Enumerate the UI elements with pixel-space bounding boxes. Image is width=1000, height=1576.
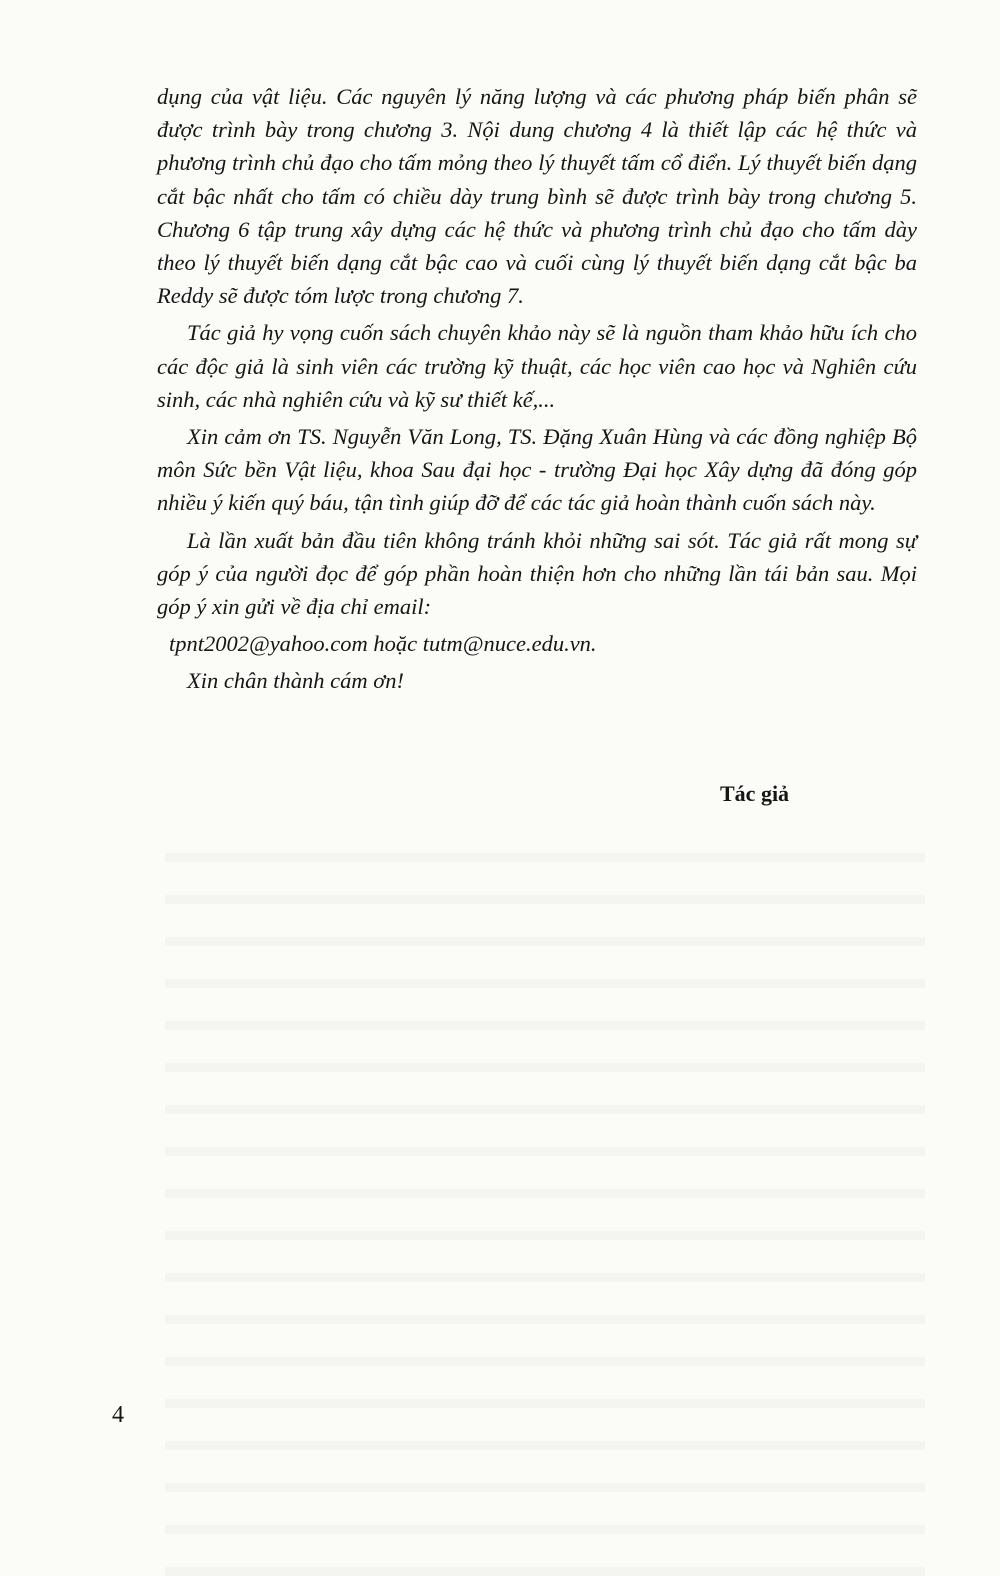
paragraph-feedback-request: Là lần xuất bản đầu tiên không tránh khỏi những sai sót. Tác giả rất mong sự góp ý của người đọc để góp phần hoàn thiện hơn cho những lần tái bản sau. Mọi góp ý xin gửi về địa chỉ email: xyxy=(157,527,917,620)
page-number: 4 xyxy=(112,1402,124,1428)
paragraph-acknowledgements: Xin cảm ơn TS. Nguyễn Văn Long, TS. Đặng Xuân Hùng và các đồng nghiệp Bộ môn Sức bền Vật liệu, khoa Sau đại học - trường Đại học Xây dựng đã đóng góp nhiều ý kiến quý báu, tận tình giúp đỡ để các tác giả hoàn thành cuốn sách này. xyxy=(157,424,917,516)
preface-text xyxy=(157,80,917,698)
paragraph-audience: Tác giả hy vọng cuốn sách chuyên khảo này sẽ là nguồn tham khảo hữu ích cho các độc giả là sinh viên các trường kỹ thuật, các học viên cao học và Nghiên cứu sinh, các nhà nghiên cứu và kỹ sư thiết kế,... xyxy=(157,320,917,412)
contact-emails: tpnt2002@yahoo.com hoặc tutm@nuce.edu.vn. xyxy=(169,631,597,657)
closing-thanks: Xin chân thành cám ơn! xyxy=(187,668,404,694)
author-signature: Tác giả xyxy=(720,781,790,806)
paragraph-chapter-overview: dụng của vật liệu. Các nguyên lý năng lượng và các phương pháp biến phân sẽ được trình bày trong chương 3. Nội dung chương 4 là thiết lập các hệ thức và phương trình chủ đạo cho tấm mỏng theo lý thuyết tấm cổ điển. Lý thuyết biến dạng cắt bậc nhất cho tấm có chiều dày trung bình sẽ được trình bày trong chương 5. Chương 6 tập trung xây dựng các hệ thức và phương trình chủ đạo cho tấm dày theo lý thuyết biến dạng cắt bậc cao và cuối cùng lý thuyết biến dạng cắt bậc ba Reddy sẽ được tóm lược trong chương 7. xyxy=(157,84,917,309)
show-through-background xyxy=(165,820,925,1576)
